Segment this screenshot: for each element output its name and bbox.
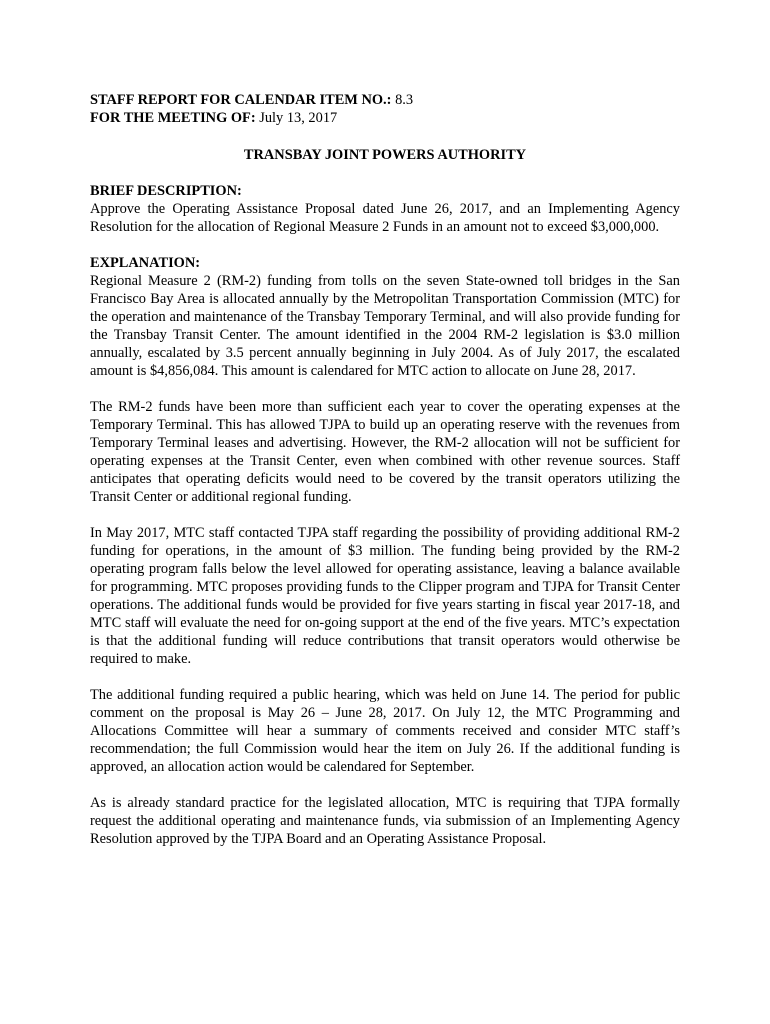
explanation-paragraph-1: Regional Measure 2 (RM-2) funding from tolls on the seven State-owned toll bridges in the San Francisco Bay Area is allocated annually by the Metropolitan Transportation Commission (MTC) for the operation and maintenance of the Transbay Temporary Terminal, and will also provide funding for the Transbay Transit Center. The amount identified in the 2004 RM-2 legislation is $3.0 million annually, escalated by 3.5 percent annually beginning in July 2004. As of July 2017, the escalated amount is $4,856,084. This amount is calendared for MTC action to allocate on June 28, 2017. bbox=[90, 273, 680, 379]
explanation-paragraph-2: The RM-2 funds have been more than sufficient each year to cover the operating expenses at the Temporary Terminal. This has allowed TJPA to build up an operating reserve with the revenues from Temporary Terminal leases and advertising. However, the RM-2 allocation will not be sufficient for operating expenses at the Transit Center, even when combined with other revenue sources. Staff anticipates that operating deficits would need to be covered by the transit operators utilizing the Transit Center or additional regional funding. bbox=[90, 399, 680, 505]
brief-description-text: Approve the Operating Assistance Proposal dated June 26, 2017, and an Implementing Agency Resolution for the allocation of Regional Measure 2 Funds in an amount not to exceed $3,000,000. bbox=[90, 201, 680, 235]
meeting-date-value: July 13, 2017 bbox=[259, 110, 338, 126]
explanation-paragraph-3: In May 2017, MTC staff contacted TJPA staff regarding the possibility of providing additional RM-2 funding for operations, in the amount of $3 million. The funding being provided by the RM-2 operating program falls below the level allowed for operating assistance, leaving a balance available for programming. MTC proposes providing funds to the Clipper program and TJPA for Transit Center operations. The additional funds would be provided for five years starting in fiscal year 2017-18, and MTC staff will evaluate the need for on-going support at the end of the five years. MTC’s expectation is that the additional funding will reduce contributions that transit operators would otherwise be required to make. bbox=[90, 525, 680, 667]
document-page bbox=[90, 91, 680, 848]
explanation-heading: EXPLANATION: bbox=[90, 255, 201, 271]
calendar-item-label: STAFF REPORT FOR CALENDAR ITEM NO.: bbox=[90, 92, 392, 108]
explanation-paragraph-4: The additional funding required a public hearing, which was held on June 14. The period for public comment on the proposal is May 26 – June 28, 2017. On July 12, the MTC Programming and Allocations Committee will hear a summary of comments received and consider MTC staff’s recommendation; the full Commission would hear the item on July 26. If the additional funding is approved, an allocation action would be calendared for September. bbox=[90, 687, 680, 775]
calendar-item-value: 8.3 bbox=[395, 92, 414, 108]
calendar-item-line bbox=[90, 91, 680, 109]
organization-title: TRANSBAY JOINT POWERS AUTHORITY bbox=[243, 147, 527, 163]
meeting-date-line bbox=[90, 109, 680, 127]
explanation-paragraph-5: As is already standard practice for the legislated allocation, MTC is requiring that TJPA formally request the additional operating and maintenance funds, via submission of an Implementing Agency Resolution approved by the TJPA Board and an Operating Assistance Proposal. bbox=[90, 795, 680, 847]
brief-description-heading: BRIEF DESCRIPTION: bbox=[90, 183, 242, 199]
meeting-label: FOR THE MEETING OF: bbox=[90, 110, 256, 126]
